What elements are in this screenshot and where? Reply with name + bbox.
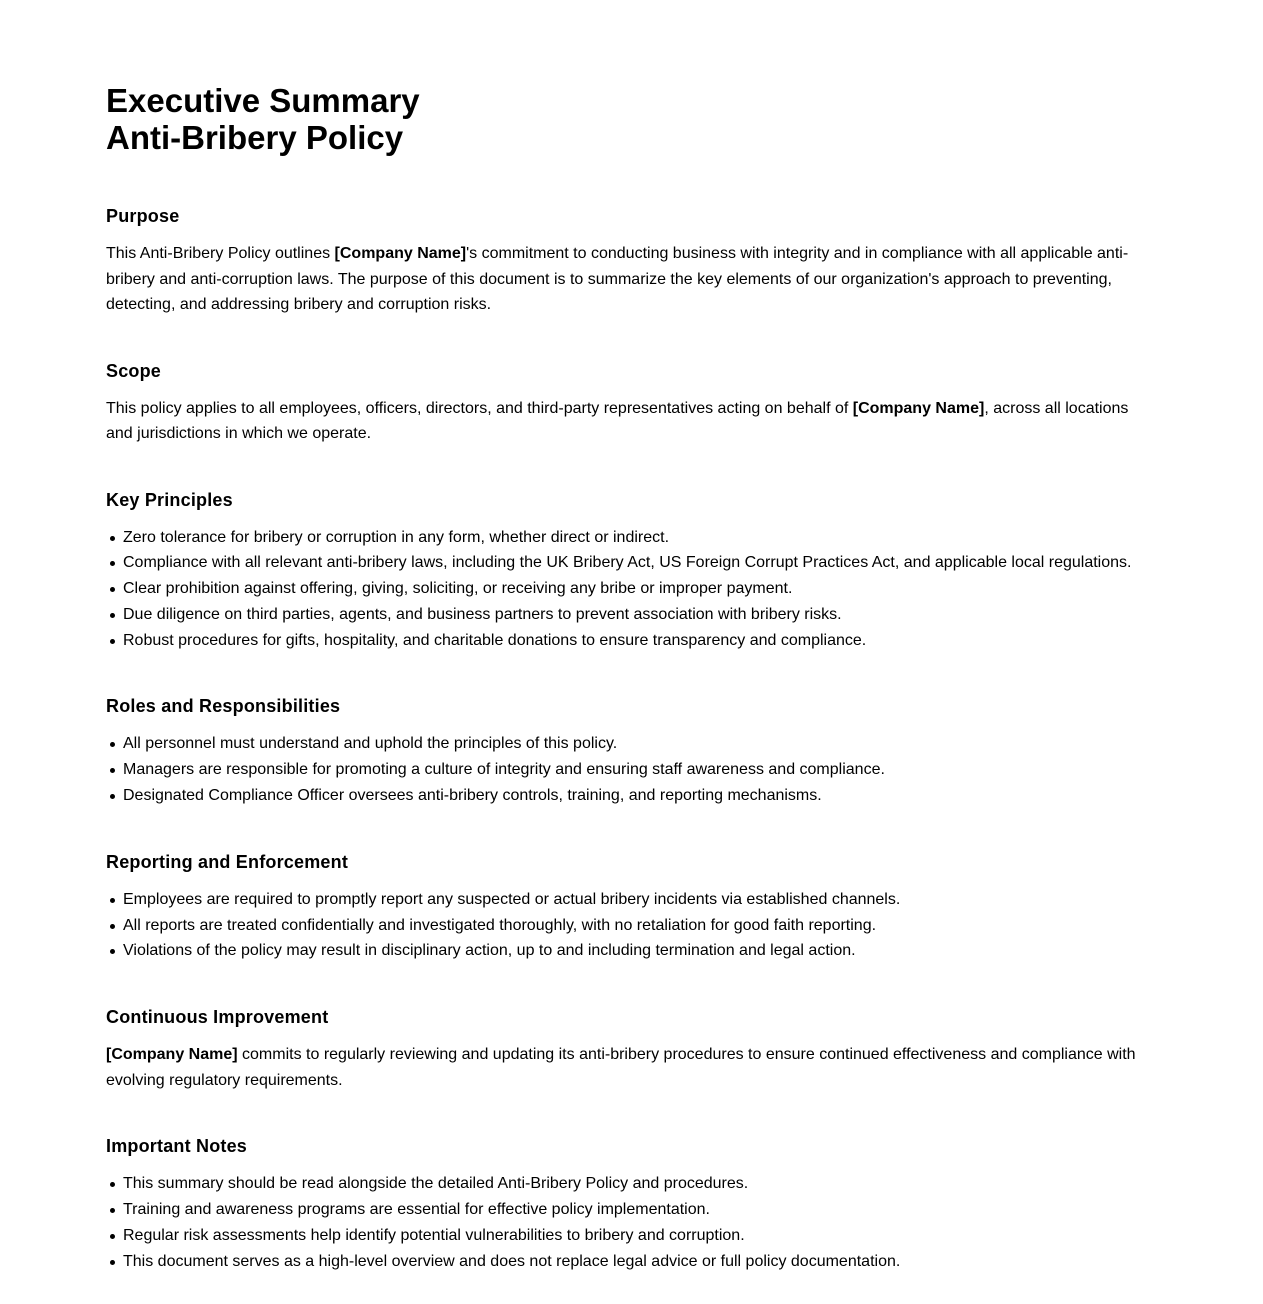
reporting-heading: Reporting and Enforcement — [106, 851, 349, 872]
list-item: Violations of the policy may result in disciplinary action, up to and including termination and legal action. — [123, 938, 1146, 964]
scope-text — [106, 396, 1146, 447]
purpose-section — [106, 205, 1146, 318]
roles-section — [106, 695, 1146, 808]
notes-list — [106, 1171, 1146, 1274]
scope-section — [106, 360, 1146, 447]
list-item: Robust procedures for gifts, hospitality, and charitable donations to ensure transparency and compliance. — [123, 628, 1146, 654]
purpose-heading: Purpose — [106, 206, 180, 226]
title-line-1: Executive Summary — [106, 82, 420, 119]
list-item: Managers are responsible for promoting a culture of integrity and ensuring staff awareness and compliance. — [123, 757, 1146, 783]
key-principles-heading: Key Principles — [106, 489, 233, 510]
improvement-text — [106, 1042, 1146, 1093]
key-principles-section — [106, 489, 1146, 654]
list-item: Training and awareness programs are essential for effective policy implementation. — [123, 1197, 1146, 1223]
list-item: All reports are treated confidentially and investigated thoroughly, with no retaliation for good faith reporting. — [123, 913, 1146, 939]
list-item: Regular risk assessments help identify potential vulnerabilities to bribery and corruption. — [123, 1223, 1146, 1249]
list-item: Employees are required to promptly report any suspected or actual bribery incidents via established channels. — [123, 887, 1146, 913]
notes-section — [106, 1135, 1146, 1274]
list-item: Compliance with all relevant anti-bribery laws, including the UK Bribery Act, US Foreign Corrupt Practices Act, and applicable local regulations. — [123, 550, 1146, 576]
list-item: Zero tolerance for bribery or corruption in any form, whether direct or indirect. — [123, 525, 1146, 551]
company-name-placeholder: [Company Name] — [852, 399, 985, 417]
company-name-placeholder: [Company Name] — [334, 245, 467, 262]
improvement-heading: Continuous Improvement — [106, 1007, 329, 1028]
list-item: All personnel must understand and uphold the principles of this policy. — [123, 731, 1146, 757]
list-item: This document serves as a high-level overview and does not replace legal advice or full policy documentation. — [123, 1249, 1146, 1275]
company-name-placeholder: [Company Name] — [106, 1046, 238, 1064]
purpose-text — [106, 241, 1146, 318]
document-title — [106, 82, 1146, 156]
scope-text-start: This policy applies to all employees, officers, directors, and third-party representatives acting on behalf of — [106, 399, 853, 417]
key-principles-list — [106, 525, 1146, 654]
improvement-section — [106, 1006, 1146, 1093]
list-item: Clear prohibition against offering, giving, soliciting, or receiving any bribe or improper payment. — [123, 576, 1146, 602]
reporting-section — [106, 851, 1146, 964]
improvement-text-end: commits to regularly reviewing and updating its anti-bribery procedures to ensure continued effectiveness and compliance with evolving regulatory requirements. — [106, 1046, 1136, 1089]
purpose-text-start: This Anti-Bribery Policy outlines — [106, 245, 335, 262]
reporting-list — [106, 887, 1146, 964]
scope-heading: Scope — [106, 360, 162, 381]
list-item: Due diligence on third parties, agents, and business partners to prevent association with bribery risks. — [123, 602, 1146, 628]
notes-heading: Important Notes — [106, 1136, 248, 1157]
roles-heading: Roles and Responsibilities — [106, 696, 341, 717]
purpose-text-end: 's commitment to conducting business with integrity and in compliance with all applicable anti-bribery and anti-corruption laws. The purpose of this document is to summarize the key elements of our organization's approach to preventing, detecting, and addressing bribery and corruption risks. — [106, 245, 1129, 313]
title-line-2: Anti-Bribery Policy — [106, 119, 404, 156]
roles-list — [106, 731, 1146, 808]
list-item: This summary should be read alongside the detailed Anti-Bribery Policy and procedures. — [123, 1171, 1146, 1197]
list-item: Designated Compliance Officer oversees anti-bribery controls, training, and reporting mechanisms. — [123, 783, 1146, 809]
scope-text-end: , across all locations and jurisdictions in which we operate. — [106, 399, 1129, 442]
